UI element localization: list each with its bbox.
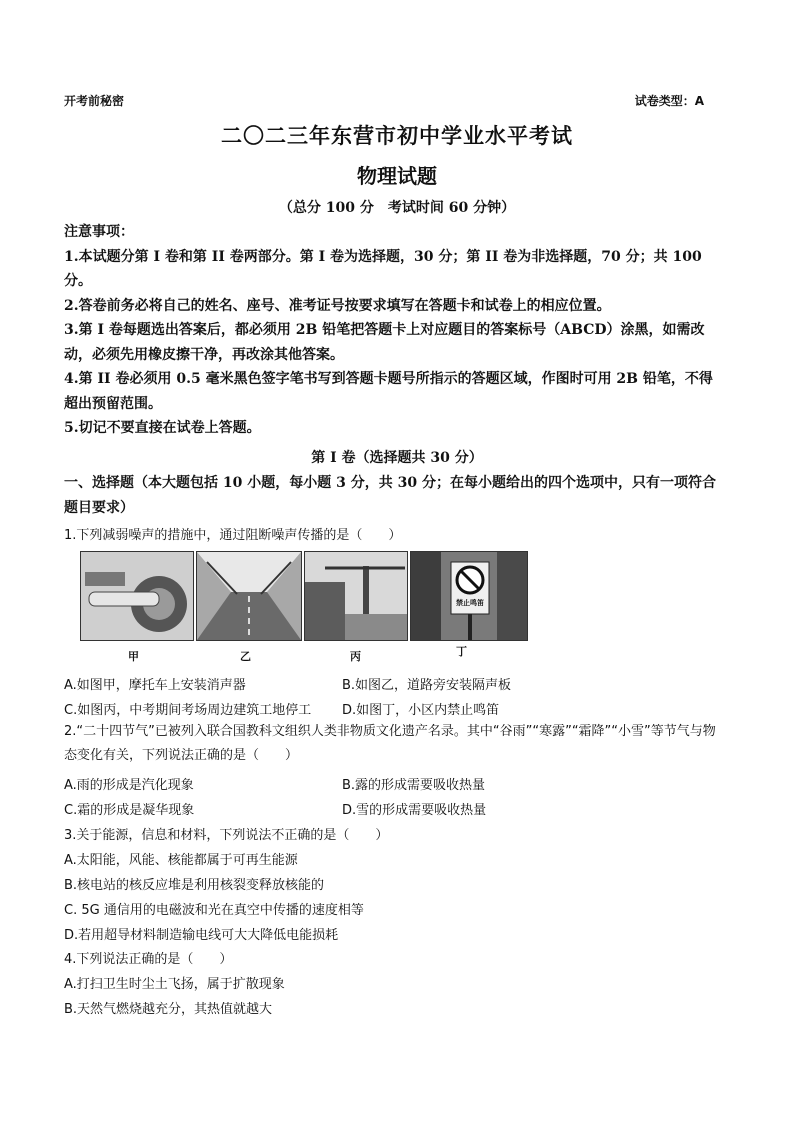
subject-title: 物理试题 [357, 164, 437, 188]
q4-option-a: A.打扫卫生时尘土飞扬，属于扩散现象 [64, 977, 285, 992]
question-1-figures [80, 551, 530, 663]
note-item-3: 3.第 I 卷每题选出答案后，都必须用 2B 铅笔把答题卡上对应题目的答案标号（ABCD）涂黑，如需改动，必须先用橡皮擦干净，再改涂其他答案。 [64, 322, 705, 363]
note-item-5: 5.切记不要直接在试卷上答题。 [64, 420, 261, 436]
caption-jia: 甲 [128, 650, 139, 663]
caption-bing: 丙 [350, 650, 361, 663]
note-item-4: 4.第 II 卷必须用 0.5 毫米黑色签字笔书写到答题卡题号所指示的答题区域，作图时可用 2B 铅笔，不得超出预留范围。 [64, 371, 713, 412]
question-4-stem: 4.下列说法正确的是（ ） [64, 952, 233, 967]
q1-option-d: D.如图丁，小区内禁止鸣笛 [342, 703, 500, 718]
q2-option-a: A.雨的形成是汽化现象 [64, 778, 194, 793]
part-heading: 一、选择题（本大题包括 10 小题，每小题 3 分，共 30 分；在每小题给出的四个选项中，只有一项符合题目要求） [64, 475, 716, 516]
q1-option-a: A.如图甲，摩托车上安装消声器 [64, 678, 246, 693]
exam-info: （总分 100 分 考试时间 60 分钟） [278, 200, 516, 216]
q4-option-b: B.天然气燃烧越充分，其热值就越大 [64, 1002, 273, 1017]
q2-option-b: B.露的形成需要吸收热量 [342, 778, 486, 793]
notes-block [64, 220, 726, 441]
q1-option-b: B.如图乙，道路旁安装隔声板 [342, 678, 512, 693]
confidential-label: 开考前秘密 [64, 94, 125, 108]
question-1-stem: 1.下列减弱噪声的措施中，通过阻断噪声传播的是（ ） [64, 528, 402, 543]
caption-ding: 丁 [456, 645, 467, 658]
question-2-stem: 2.“二十四节气”已被列入联合国教科文组织人类非物质文化遗产名录。其中“谷雨”“寒露”“霜降”“小雪”等节气与物态变化有关，下列说法正确的是（ ） [64, 724, 716, 763]
figure-sound-barrier-road [196, 551, 302, 641]
q3-option-a: A.太阳能，风能、核能都属于可再生能源 [64, 853, 298, 868]
q3-option-b: B.核电站的核反应堆是利用核裂变释放核能的 [64, 878, 325, 893]
exam-title: 二〇二三年东营市初中学业水平考试 [221, 123, 573, 148]
note-item-2: 2.答卷前务必将自己的姓名、座号、准考证号按要求填写在答题卡和试卷上的相应位置。 [64, 297, 611, 314]
q2-option-d: D.雪的形成需要吸收热量 [342, 803, 487, 818]
caption-yi: 乙 [240, 650, 251, 663]
q2-option-c: C.霜的形成是凝华现象 [64, 803, 195, 818]
figure-no-honking-sign [410, 551, 528, 641]
q3-option-c: C. 5G 通信用的电磁波和光在真空中传播的速度相等 [64, 903, 364, 918]
note-item-1: 1.本试题分第 I 卷和第 II 卷两部分。第 I 卷为选择题，30 分；第 II 卷为非选择题，70 分；共 100 分。 [64, 248, 702, 289]
figure-motorcycle [80, 551, 194, 641]
section-title: 第 I 卷（选择题共 30 分） [311, 450, 483, 466]
notes-heading: 注意事项： [64, 224, 134, 240]
q3-option-d: D.若用超导材料制造输电线可大大降低电能损耗 [64, 928, 339, 943]
question-3-stem: 3.关于能源，信息和材料，下列说法不正确的是（ ） [64, 828, 389, 843]
paper-type-label: 试卷类型：A [634, 94, 704, 108]
figure-construction-site [304, 551, 408, 641]
sign-text: 禁止鸣笛 [456, 599, 484, 607]
q1-option-c: C.如图丙，中考期间考场周边建筑工地停工 [64, 703, 312, 718]
